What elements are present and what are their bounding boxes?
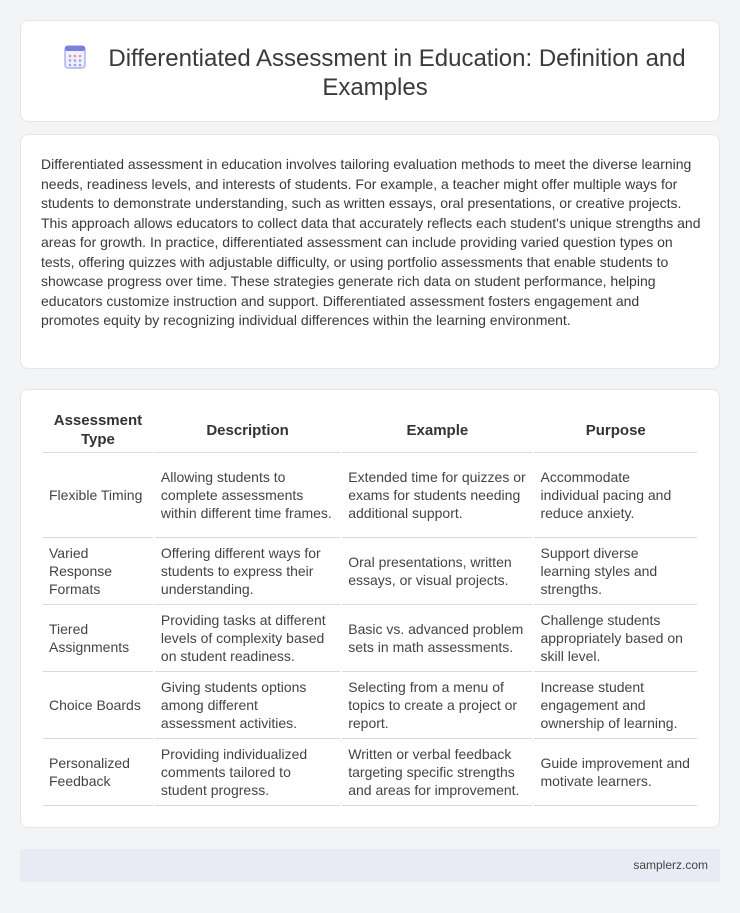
cell-purpose: Support diverse learning styles and strengths.: [534, 538, 697, 605]
cell-type: Choice Boards: [43, 672, 153, 739]
assessment-table: [41, 408, 699, 806]
table-row: [43, 453, 697, 538]
table-card: [20, 389, 720, 828]
header-description: Description: [155, 408, 340, 453]
header-purpose: Purpose: [534, 408, 697, 453]
cell-type: Flexible Timing: [43, 453, 153, 538]
intro-card: [20, 134, 720, 369]
cell-purpose: Challenge students appropriately based on skill level.: [534, 605, 697, 672]
cell-purpose: Guide improvement and motivate learners.: [534, 739, 697, 806]
cell-purpose: Accommodate individual pacing and reduce anxiety.: [534, 453, 697, 538]
table-row: [43, 739, 697, 806]
page-title: Differentiated Assessment in Education: Definition and Examples: [108, 45, 686, 101]
footer-bar: [20, 849, 720, 882]
table-row: [43, 538, 697, 605]
cell-example: Extended time for quizzes or exams for students needing additional support.: [342, 453, 532, 538]
cell-purpose: Increase student engagement and ownership of learning.: [534, 672, 697, 739]
header-assessment-type: Assessment Type: [43, 408, 153, 453]
cell-example: Oral presentations, written essays, or visual projects.: [342, 538, 532, 605]
cell-example: Written or verbal feedback targeting specific strengths and areas for improvement.: [342, 739, 532, 806]
table-row: [43, 605, 697, 672]
title-card: [20, 20, 720, 122]
table-header-row: [43, 408, 697, 453]
table-row: [43, 672, 697, 739]
cell-example: Selecting from a menu of topics to create a project or report.: [342, 672, 532, 739]
cell-type: Tiered Assignments: [43, 605, 153, 672]
cell-description: Allowing students to complete assessments within different time frames.: [155, 453, 340, 538]
cell-description: Providing individualized comments tailored to student progress.: [155, 739, 340, 806]
cell-description: Giving students options among different assessment activities.: [155, 672, 340, 739]
document-list-icon: [64, 45, 86, 69]
cell-description: Providing tasks at different levels of complexity based on student readiness.: [155, 605, 340, 672]
cell-description: Offering different ways for students to express their understanding.: [155, 538, 340, 605]
page-title-wrap: [61, 44, 689, 102]
cell-type: Varied Response Formats: [43, 538, 153, 605]
cell-example: Basic vs. advanced problem sets in math assessments.: [342, 605, 532, 672]
cell-type: Personalized Feedback: [43, 739, 153, 806]
footer-site-link[interactable]: samplerz.com: [633, 858, 708, 872]
intro-paragraph: Differentiated assessment in education involves tailoring evaluation methods to meet the diverse learning needs, readiness levels, and interests of students. For example, a teacher might offer multiple ways for students to demonstrate understanding, such as written essays, oral presentations, or creative projects. This approach allows educators to collect data that accurately reflects each student's unique strengths and areas for growth. In practice, differentiated assessment can include providing varied question types on tests, offering quizzes with adjustable difficulty, or using portfolio assessments that enable students to showcase progress over time. These strategies generate rich data on student performance, helping educators customize instruction and support. Differentiated assessment fosters engagement and promotes equity by recognizing individual differences within the learning environment.: [41, 156, 701, 328]
header-example: Example: [342, 408, 532, 453]
